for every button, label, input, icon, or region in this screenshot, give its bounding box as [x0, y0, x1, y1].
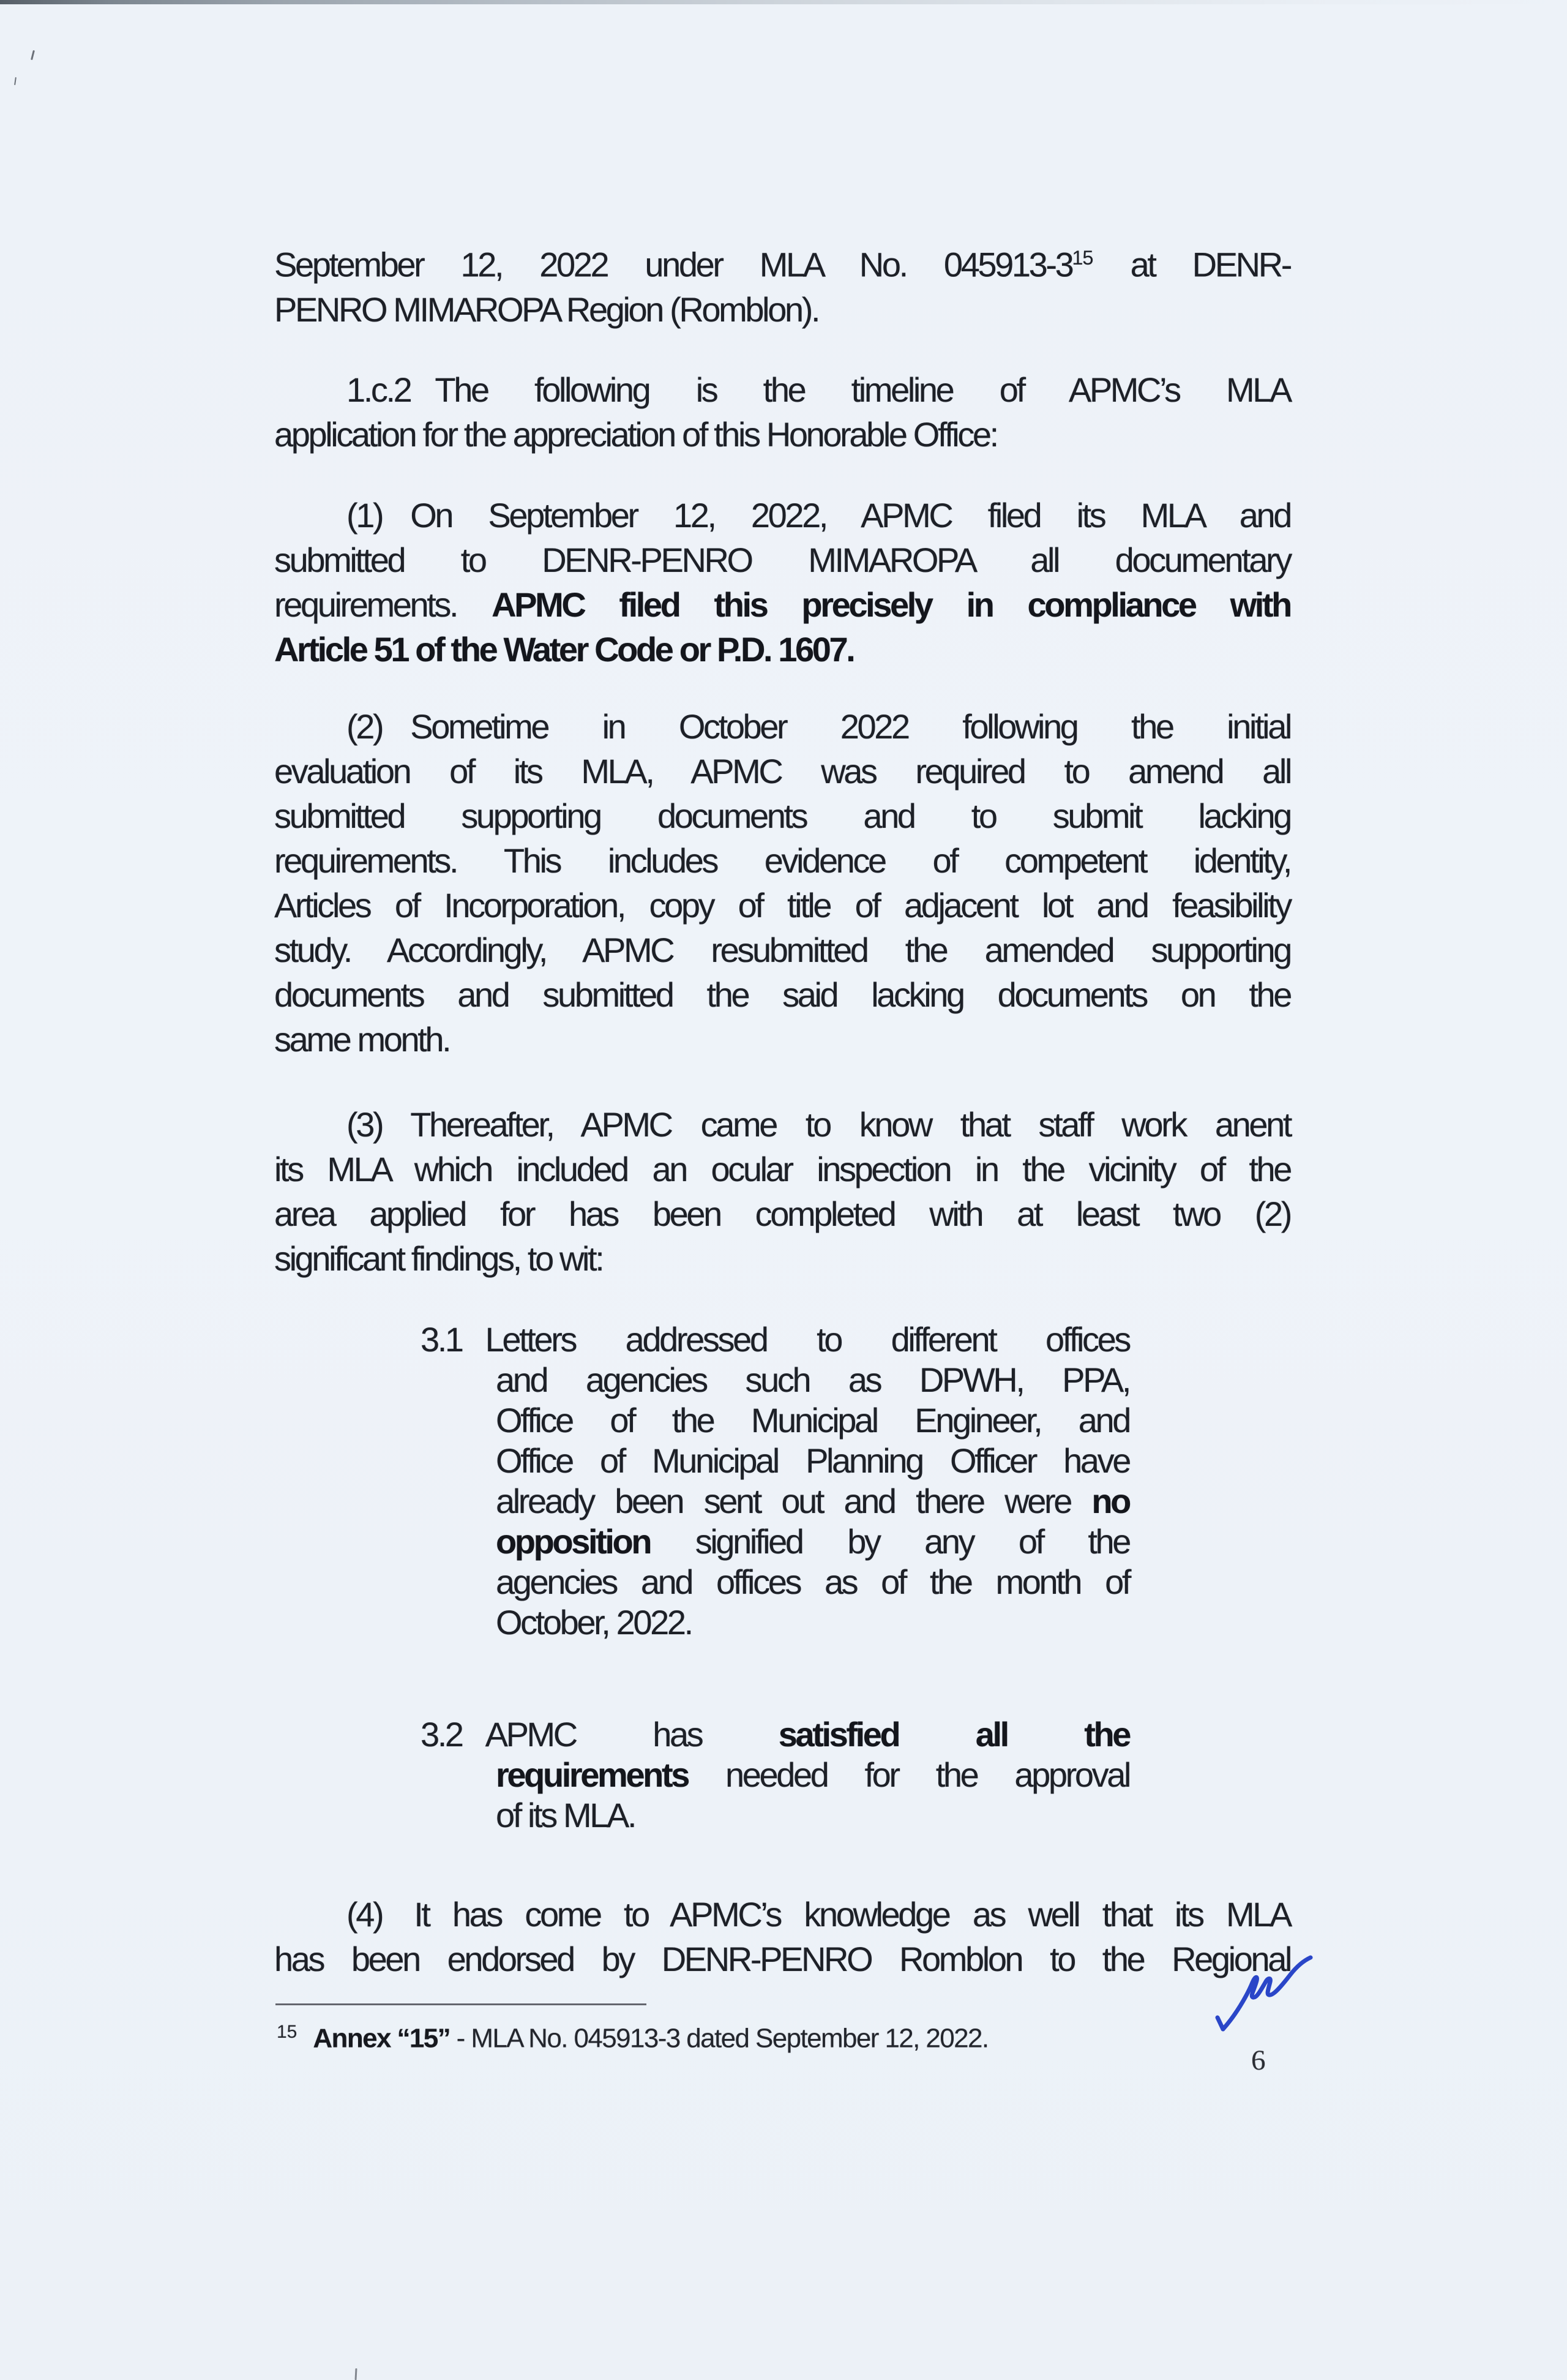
footnote-marker: 15 [277, 2022, 297, 2042]
text-line: 3.2 APMC has satisfied all the [421, 1715, 1129, 1754]
para-1c2 [274, 367, 1290, 457]
footnote [277, 2016, 1134, 2055]
text-line: area applied for has been completed with at least two (2) [274, 1195, 1290, 1233]
finding-3-1 [421, 1320, 1129, 1643]
text-line: agencies and offices as of the month of [496, 1563, 1129, 1601]
text-line: significant findings, to wit: [274, 1239, 603, 1278]
text-line: September 12, 2022 under MLA No. $045913-3^{15}$ at DENR- [274, 245, 1290, 284]
text-line: requirements needed for the approval [496, 1755, 1129, 1794]
scan-speck [355, 2368, 357, 2380]
scan-edge-artifact [0, 0, 1567, 4]
scan-speck [31, 50, 35, 60]
text-line: and agencies such as DPWH, PPA, [496, 1361, 1129, 1399]
page-number: 6 [1251, 2044, 1266, 2076]
para-continuation [274, 236, 1290, 332]
footnote-annex-ref: Annex “15” [313, 2023, 451, 2054]
text-line: its MLA which included an ocular inspection in the vicinity of the [274, 1150, 1290, 1188]
text-line: (1) On September 12, 2022, APMC filed its MLA and [346, 496, 1290, 535]
text-line: requirements. APMC filed this precisely in compliance with [274, 585, 1290, 624]
text-line: Office of the Municipal Engineer, and [496, 1401, 1129, 1440]
text-line: 3.1 Letters addressed to different offices [421, 1320, 1129, 1359]
finding-3-2 [421, 1714, 1129, 1836]
text-line: PENRO MIMAROPA Region (Romblon). [274, 290, 819, 329]
text-line: opposition signified by any of the [496, 1522, 1129, 1561]
text-line: (2) Sometime in October 2022 following the initial [346, 707, 1290, 746]
text-line: documents and submitted the said lacking documents on the [274, 975, 1290, 1014]
text-line: evaluation of its MLA, APMC was required to amend all [274, 752, 1290, 790]
text-line: study. Accordingly, APMC resubmitted the amended supporting [274, 931, 1290, 969]
text-line: same month. [274, 1020, 450, 1059]
text-line: already been sent out and there were no [496, 1482, 1129, 1520]
footnote-divider [275, 2003, 646, 2005]
para-4 [274, 1892, 1290, 1981]
text-line: has been endorsed by DENR-PENRO Romblon to the Regional [274, 1940, 1290, 1978]
signature-initials-ink [1213, 1954, 1316, 2037]
text-line: submitted supporting documents and to submit lacking [274, 797, 1290, 835]
text-line: Articles of Incorporation, copy of title of adjacent lot and feasibility [274, 886, 1290, 925]
text-line: application for the appreciation of this Honorable Office: [274, 415, 997, 454]
para-1 [274, 493, 1290, 672]
para-2 [274, 704, 1290, 1062]
footnote-text: - MLA No. 045913-3 dated September 12, 2022. [450, 2023, 989, 2054]
text-line: of its MLA. [496, 1796, 635, 1834]
text-line: October, 2022. [496, 1603, 692, 1642]
text-line: submitted to DENR-PENRO MIMAROPA all documentary [274, 541, 1290, 579]
text-line: Article 51 of the Water Code or P.D. 1607. [274, 630, 854, 669]
text-line: (4) It has come to APMC’s knowledge as well that its MLA [346, 1895, 1290, 1934]
text-line: 1.c.2 The following is the timeline of APMC’s MLA [346, 370, 1290, 409]
text-line: requirements. This includes evidence of competent identity, [274, 841, 1290, 880]
para-3 [274, 1102, 1290, 1281]
text-line: (3) Thereafter, APMC came to know that staff work anent [346, 1105, 1290, 1144]
scan-speck [14, 77, 17, 85]
text-line: Office of Municipal Planning Officer have [496, 1441, 1129, 1480]
